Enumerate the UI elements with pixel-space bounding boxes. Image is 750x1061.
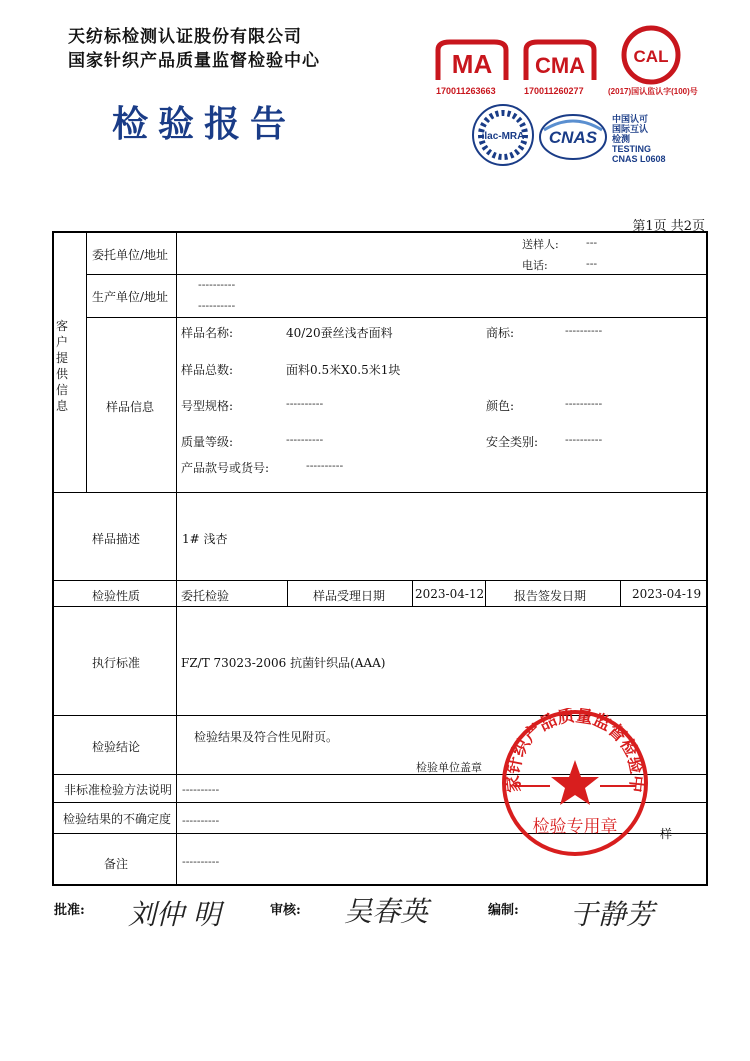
org-name-line2: 国家针织产品质量监督检验中心: [68, 51, 320, 71]
sample-desc-label: 样品描述: [92, 532, 141, 546]
nature-value: 委托检验: [181, 589, 230, 603]
producer-value-1: ----------: [198, 278, 236, 291]
svg-text:CNAS: CNAS: [548, 128, 598, 147]
cma-number-1: 170011263663: [436, 86, 496, 96]
sample-qty-value: 面料0.5米X0.5米1块: [286, 363, 401, 377]
conclusion-label: 检验结论: [92, 740, 141, 754]
report-title: 检验报告: [112, 104, 297, 145]
cma-logo-2: [520, 36, 600, 86]
grade-label: 质量等级:: [181, 435, 234, 449]
standard-value: FZ/T 73023-2006 抗菌针织品(AAA): [181, 656, 386, 670]
cnas-line: 检测: [612, 134, 631, 144]
svg-text:检验专用章: 检验专用章: [532, 817, 618, 837]
approve-label: 批准:: [54, 903, 85, 918]
remarks-value: ----------: [182, 855, 220, 868]
grade-value: ----------: [286, 433, 324, 446]
nature-label: 检验性质: [92, 589, 141, 603]
conclusion-value: 检验结果及符合性见附页。: [194, 730, 339, 744]
review-label: 审核:: [270, 903, 301, 918]
item-no-label: 产品款号或货号:: [181, 461, 270, 475]
client-section-label: 客户提供信息: [56, 319, 69, 413]
producer-value-2: ----------: [198, 299, 236, 312]
official-seal: [500, 708, 650, 858]
svg-text:CMA: CMA: [534, 53, 586, 78]
model-label: 号型规格:: [181, 399, 234, 413]
phone-label: 电话:: [522, 259, 548, 272]
sample-info-label: 样品信息: [106, 400, 155, 414]
receive-date-value: 2023-04-12: [415, 587, 485, 601]
review-signature: 吴春英: [344, 895, 429, 928]
issue-date-label: 报告签发日期: [514, 589, 587, 603]
item-no-value: ----------: [306, 459, 344, 472]
sample-name-value: 40/20蚕丝浅杏面料: [286, 326, 393, 340]
remarks-extra: 样: [660, 827, 673, 841]
svg-text:MA: MA: [451, 49, 493, 79]
standard-label: 执行标准: [92, 656, 141, 670]
trademark-value: ----------: [565, 324, 603, 337]
remarks-label: 备注: [104, 857, 129, 871]
sender-value: ---: [586, 236, 598, 249]
seal-note: 检验单位盖章: [416, 761, 482, 774]
phone-value: ---: [586, 257, 598, 270]
color-value: ----------: [565, 397, 603, 410]
color-label: 颜色:: [486, 399, 515, 413]
svg-text:ilac-MRA: ilac-MRA: [481, 131, 525, 142]
approve-signature: 刘仲 明: [128, 898, 221, 931]
nonstandard-value: ----------: [182, 783, 220, 796]
safety-value: ----------: [565, 433, 603, 446]
cnas-line: 国际互认: [612, 124, 649, 134]
model-value: ----------: [286, 397, 324, 410]
sample-desc-value: 1# 浅杏: [182, 532, 228, 546]
cal-logo: [618, 24, 684, 86]
svg-text:国家针织产品质量监督检验中心: 家针织产品质量监督检验中: [503, 708, 647, 794]
cal-number: (2017)国认监认字(100)号: [608, 87, 698, 96]
trademark-label: 商标:: [486, 326, 515, 340]
cnas-line: TESTING: [612, 144, 652, 154]
producer-label: 生产单位/地址: [92, 290, 169, 304]
cma-logo-1: [432, 36, 512, 86]
consignor-label: 委托单位/地址: [92, 248, 169, 262]
cnas-logo: [538, 112, 608, 162]
cma-number-2: 170011260277: [524, 86, 584, 96]
nonstandard-label: 非标准检验方法说明: [64, 783, 173, 797]
cnas-text: [612, 114, 666, 164]
uncertainty-value: ----------: [182, 814, 220, 827]
cnas-line: CNAS L0608: [612, 154, 666, 164]
sample-qty-label: 样品总数:: [181, 363, 234, 377]
issue-date-value: 2023-04-19: [632, 587, 702, 601]
cnas-line: 中国认可: [612, 114, 649, 124]
org-name-line1: 天纺标检测认证股份有限公司: [68, 27, 302, 47]
svg-text:CAL: CAL: [633, 47, 669, 66]
sender-label: 送样人:: [522, 238, 559, 251]
sample-name-label: 样品名称:: [181, 326, 234, 340]
uncertainty-label: 检验结果的不确定度: [63, 812, 172, 826]
safety-label: 安全类别:: [486, 435, 539, 449]
page-info: 第1页 共2页: [632, 219, 705, 234]
compile-signature: 于静芳: [570, 898, 655, 931]
receive-date-label: 样品受理日期: [313, 589, 386, 603]
compile-label: 编制:: [488, 903, 519, 918]
ilac-mra-logo: [470, 102, 536, 168]
